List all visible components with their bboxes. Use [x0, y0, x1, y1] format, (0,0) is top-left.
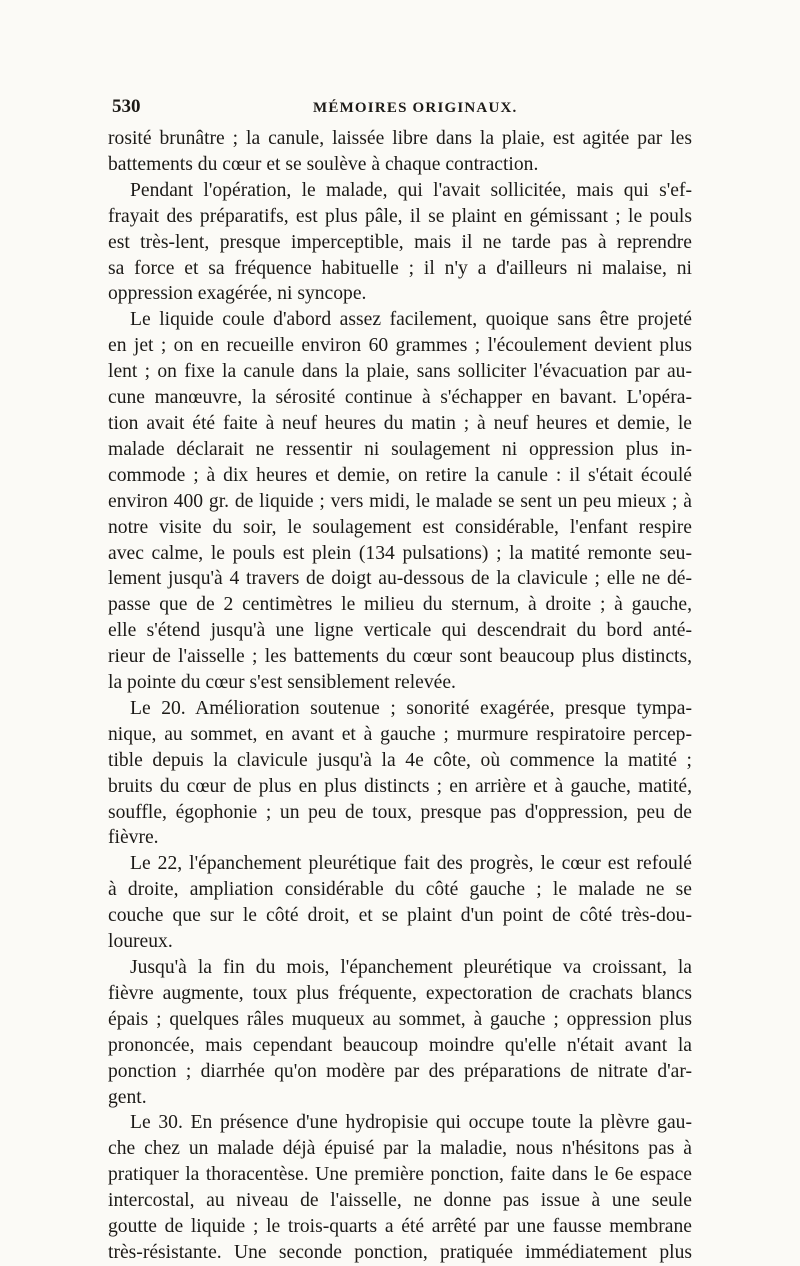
text-line: tion avait été faite à neuf heures du matin ; à neuf heures et demie, le	[108, 412, 692, 434]
text-line: sa force et sa fréquence habituelle ; il n'y a d'ailleurs ni malaise, ni	[108, 257, 692, 279]
paragraph	[108, 696, 692, 851]
text-line: Le 30. En présence d'une hydropisie qui occupe toute la plèvre gau-	[130, 1112, 692, 1134]
text-line: prononcée, mais cependant beaucoup moindre qu'elle n'était avant la	[108, 1034, 692, 1056]
text-line: lement jusqu'à 4 travers de doigt au-dessous de la clavicule ; elle ne dé-	[108, 568, 692, 590]
text-line: en jet ; on en recueille environ 60 grammes ; l'écoulement devient plus	[108, 335, 692, 357]
text-line: souffle, égophonie ; un peu de toux, presque pas d'oppression, peu de	[108, 801, 692, 823]
text-line: couche que sur le côté droit, et se plaint d'un point de côté très-dou-	[108, 905, 692, 927]
text-line: ponction ; diarrhée qu'on modère par des préparations de nitrate d'ar-	[108, 1060, 692, 1082]
text-line: fièvre.	[108, 827, 159, 849]
text-line: nique, au sommet, en avant et à gauche ; murmure respiratoire percep-	[108, 723, 692, 745]
body-text	[108, 126, 692, 1266]
book-page	[108, 96, 692, 1266]
text-line: fièvre augmente, toux plus fréquente, expectoration de crachats blancs	[108, 982, 692, 1004]
text-line: rosité brunâtre ; la canule, laissée libre dans la plaie, est agitée par les	[108, 128, 692, 149]
text-line: cune manœuvre, la sérosité continue à s'échapper en bavant. L'opéra-	[108, 387, 692, 409]
text-line: frayait des préparatifs, est plus pâle, il se plaint en gémissant ; le pouls	[108, 205, 692, 227]
text-line: la pointe du cœur s'est sensiblement relevée.	[108, 672, 456, 694]
text-line: passe que de 2 centimètres le milieu du sternum, à droite ; à gauche,	[108, 594, 692, 616]
text-line: tible depuis la clavicule jusqu'à la 4e côte, où commence la matité ;	[108, 749, 692, 771]
paragraph	[108, 1110, 692, 1265]
text-line: Le 20. Amélioration soutenue ; sonorité exagérée, presque tympa-	[130, 697, 692, 719]
text-line: battements du cœur et se soulève à chaque contraction.	[108, 153, 539, 175]
text-line: loureux.	[108, 931, 173, 953]
text-line: très-résistante. Une seconde ponction, pratiquée immédiatement plus	[108, 1241, 692, 1263]
text-line: malade déclarait ne ressentir ni soulagement ni oppression plus in-	[108, 438, 692, 460]
text-line: lent ; on fixe la canule dans la plaie, sans solliciter l'évacuation par au-	[108, 361, 692, 383]
text-line: pratiquer la thoracentèse. Une première ponction, faite dans le 6e espace	[108, 1164, 692, 1186]
text-line: Le liquide coule d'abord assez facilement, quoique sans être projeté	[130, 309, 692, 331]
text-line: épais ; quelques râles muqueux au sommet, à gauche ; oppression plus	[108, 1008, 692, 1030]
paragraph	[108, 851, 692, 955]
text-line: notre visite du soir, le soulagement est considérable, l'enfant respire	[108, 516, 692, 538]
text-line: intercostal, au niveau de l'aisselle, ne donne pas issue à une seule	[108, 1190, 692, 1212]
text-line: environ 400 gr. de liquide ; vers midi, le malade se sent un peu mieux ; à	[108, 490, 692, 512]
text-line: est très-lent, presque imperceptible, mais il ne tarde pas à reprendre	[108, 231, 692, 253]
text-line: à droite, ampliation considérable du côté gauche ; le malade ne se	[108, 879, 692, 901]
running-head	[108, 96, 692, 126]
text-line: oppression exagérée, ni syncope.	[108, 283, 367, 305]
text-line: che chez un malade déjà épuisé par la maladie, nous n'hésitons pas à	[108, 1138, 692, 1160]
running-title: MÉMOIRES ORIGINAUX.	[313, 100, 518, 116]
text-line: Pendant l'opération, le malade, qui l'avait sollicitée, mais qui s'ef-	[130, 179, 692, 201]
text-line: goutte de liquide ; le trois-quarts a été arrêté par une fausse membrane	[108, 1216, 692, 1238]
page-number: 530	[112, 96, 141, 117]
text-line: avec calme, le pouls est plein (134 pulsations) ; la matité remonte seu-	[108, 542, 692, 564]
text-line: bruits du cœur de plus en plus distincts ; en arrière et à gauche, matité,	[108, 775, 692, 797]
text-line: gent.	[108, 1086, 147, 1108]
text-line: Jusqu'à la fin du mois, l'épanchement pleurétique va croissant, la	[130, 957, 692, 978]
text-line: Le 22, l'épanchement pleurétique fait des progrès, le cœur est refoulé	[130, 853, 692, 875]
text-line: commode ; à dix heures et demie, on retire la canule : il s'était écoulé	[108, 464, 692, 486]
text-line: rieur de l'aisselle ; les battements du cœur sont beaucoup plus distincts,	[108, 646, 692, 668]
text-line: elle s'étend jusqu'à une ligne verticale qui descendrait du bord anté-	[108, 620, 692, 642]
paragraph	[108, 178, 692, 308]
paragraph	[108, 126, 692, 178]
paragraph	[108, 307, 692, 696]
paragraph	[108, 955, 692, 1110]
